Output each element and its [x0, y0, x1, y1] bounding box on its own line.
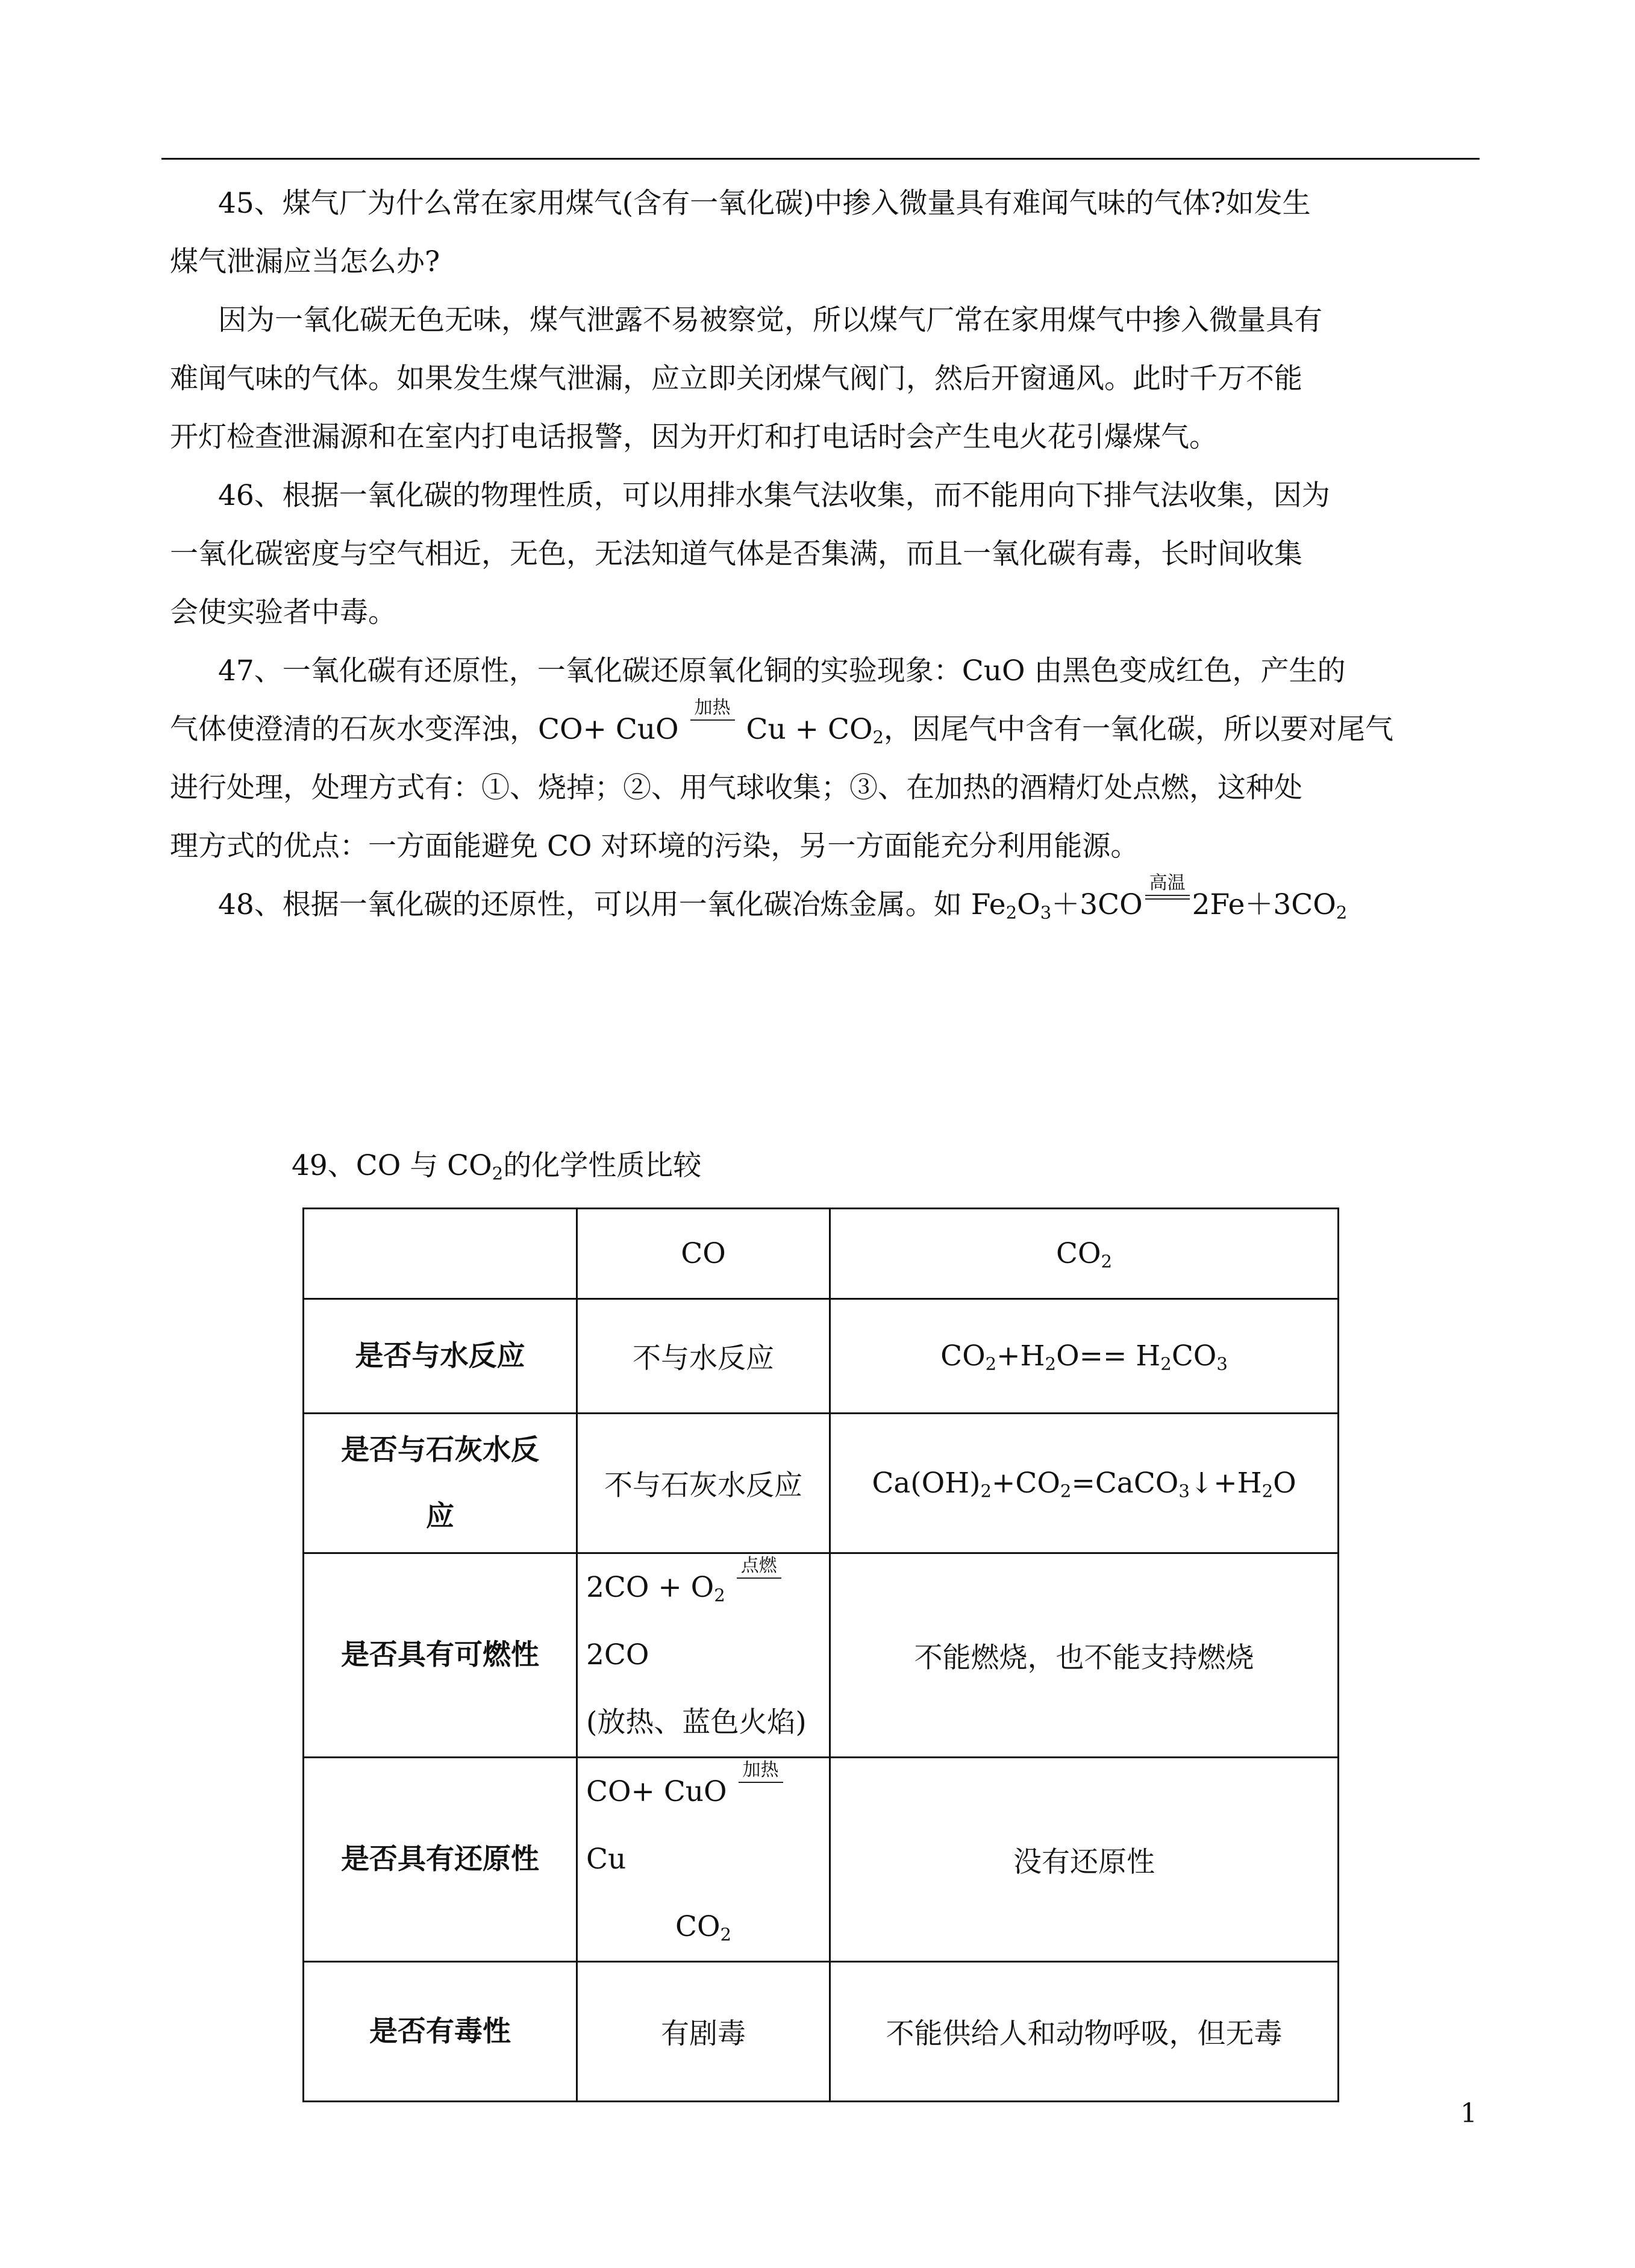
header-empty-cell	[304, 1209, 577, 1299]
reaction-condition-ignite: 点燃	[734, 1573, 784, 1597]
paragraph-47	[170, 642, 1411, 876]
table-title: 49、CO 与 $CO_2$的化学性质比较	[292, 1149, 702, 1184]
row-label: 是否具有还原性	[304, 1758, 577, 1962]
co2-cell: 没有还原性	[830, 1758, 1339, 1962]
paragraph-46-text-cont2: 会使实验者中毒。	[170, 596, 396, 629]
paragraph-45	[170, 174, 1411, 466]
co2-cell: $CO_2+H_2O== H_2CO_3$	[830, 1299, 1339, 1414]
table-row	[304, 1299, 1339, 1414]
co-cell: CO+ CuO 加热 Cu $CO_2$	[577, 1758, 830, 1962]
co-cell: 有剧毒	[577, 1962, 830, 2102]
co-cell: $2CO + O_2$ 点燃 2CO (放热、蓝色火焰)	[577, 1553, 830, 1758]
table-header-row	[304, 1209, 1339, 1299]
table-row	[304, 1414, 1339, 1553]
answer-45-text: 因为一氧化碳无色无味，煤气泄露不易被察觉，所以煤气厂常在家用煤气中掺入微量具有	[218, 304, 1322, 337]
paragraph-47-text-cont2: 理方式的优点：一方面能避免 CO 对环境的污染，另一方面能充分利用能源。	[170, 830, 1139, 863]
table-row	[304, 1758, 1339, 1962]
row-label: 是否有毒性	[304, 1962, 577, 2102]
co2-cell: 不能供给人和动物呼吸，但无毒	[830, 1962, 1339, 2102]
co-cell: 不与水反应	[577, 1299, 830, 1414]
header-rule	[161, 158, 1480, 160]
answer-45-text-cont: 难闻气味的气体。如果发生煤气泄漏，应立即关闭煤气阀门，然后开窗通风。此时千万不能	[170, 362, 1302, 395]
co2-cell: 不能燃烧，也不能支持燃烧	[830, 1553, 1339, 1758]
paragraph-47-text-cont: 进行处理，处理方式有：①、烧掉；②、用气球收集；③、在加热的酒精灯处点燃，这种处	[170, 771, 1302, 804]
co2-cell: $Ca(OH)_2+CO_2=CaCO_3↓+H_2O$	[830, 1414, 1339, 1553]
paragraph-46-text-cont: 一氧化碳密度与空气相近，无色，无法知道气体是否集满，而且一氧化碳有毒，长时间收集	[170, 537, 1302, 571]
row-label: 是否与水反应	[304, 1299, 577, 1414]
co-cell: 不与石灰水反应	[577, 1414, 830, 1553]
paragraph-46-text: 46、根据一氧化碳的物理性质，可以用排水集气法收集，而不能用向下排气法收集，因为	[218, 479, 1330, 512]
row-label: 是否具有可燃性	[304, 1553, 577, 1758]
paragraph-46	[170, 466, 1411, 642]
paragraph-47-equation-line: 气体使澄清的石灰水变浑浊，CO+ CuO 加热 $Cu + CO_2$，因尾气中含有一氧化碳，所以要对尾气	[170, 697, 1394, 748]
header-co2: $CO_2$	[830, 1209, 1339, 1299]
paragraph-47-text: 47、一氧化碳有还原性，一氧化碳还原氧化铜的实验现象：CuO 由黑色变成红色，产生的	[218, 654, 1346, 688]
answer-45-text-cont2: 开灯检查泄漏源和在室内打电话报警，因为开灯和打电话时会产生电火花引爆煤气。	[170, 421, 1218, 454]
header-co: CO	[577, 1209, 830, 1299]
row-label: 是否与石灰水反 应	[304, 1414, 577, 1553]
reaction-condition-heat: 加热	[688, 715, 737, 739]
question-45-text-cont: 煤气泄漏应当怎么办?	[170, 245, 440, 278]
reaction-condition-heat: 加热	[736, 1777, 786, 1801]
reaction-condition-high-temp: 高温	[1143, 890, 1192, 914]
page-number: 1	[1460, 2098, 1477, 2129]
table-row	[304, 1962, 1339, 2102]
paragraph-48: 48、根据一氧化碳的还原性，可以用一氧化碳冶炼金属。如 $Fe_2O_3+3CO$ 高温 $2Fe+3CO_2$	[218, 872, 1348, 923]
comparison-table	[302, 1208, 1339, 2102]
table-row	[304, 1553, 1339, 1758]
question-45-text: 45、煤气厂为什么常在家用煤气(含有一氧化碳)中掺入微量具有难闻气味的气体?如发生	[218, 187, 1311, 220]
